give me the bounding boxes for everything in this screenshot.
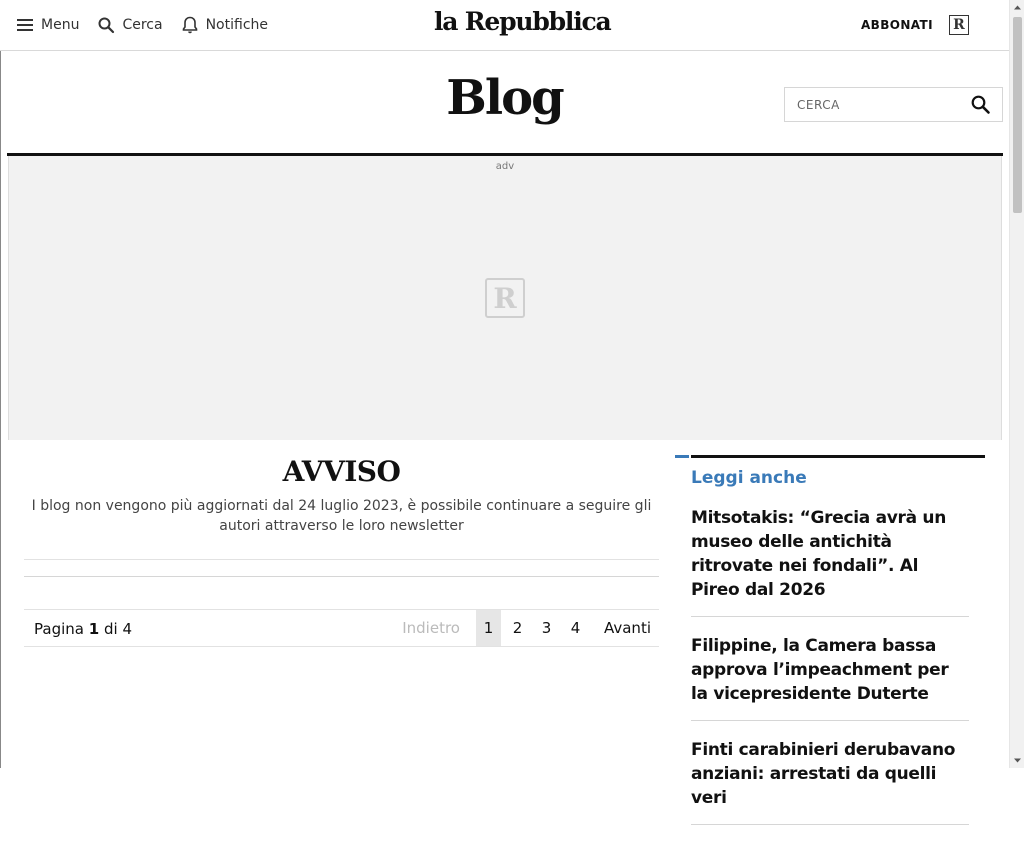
blog-search-input[interactable]: [785, 88, 955, 121]
pagination-info: [34, 620, 132, 638]
list-item: [691, 506, 969, 617]
sidebar-accent: [675, 455, 689, 458]
brand-logo[interactable]: la Repubblica: [434, 7, 611, 36]
related-article-link[interactable]: Finti carabinieri derubavano anziani: arrestati da quelli veri: [691, 740, 956, 808]
subscribe-link[interactable]: ABBONATI: [860, 18, 933, 32]
scroll-down-arrow-icon[interactable]: [1010, 753, 1025, 768]
sidebar-title: Leggi anche: [691, 468, 807, 488]
related-article-link[interactable]: Mitsotakis: “Grecia avrà un museo delle antichità ritrovate nei fondali”. Al Pireo dal 2026: [691, 508, 947, 600]
notice-title: AVVISO: [282, 455, 401, 488]
bell-icon: [182, 16, 198, 34]
next-page-button[interactable]: Avanti: [603, 619, 651, 637]
page-link-2[interactable]: 2: [512, 619, 523, 637]
pagination-links: [394, 610, 659, 646]
scrollbar-thumb[interactable]: [1013, 17, 1022, 213]
repubblica-r-icon[interactable]: R: [949, 15, 969, 35]
ad-slot[interactable]: [8, 156, 1002, 440]
related-article-link[interactable]: Filippine, la Camera bassa approva l’impeachment per la vicepresidente Duterte: [691, 636, 949, 704]
pagination-total: 4: [122, 620, 132, 638]
top-bar: [0, 0, 1009, 51]
page-link-4[interactable]: 4: [570, 619, 581, 637]
prev-page-button: Indietro: [402, 619, 460, 637]
menu-label: Menu: [41, 17, 80, 33]
pagination: [24, 609, 659, 647]
hamburger-icon: [17, 18, 33, 32]
divider: [24, 576, 659, 577]
top-bar-right: [861, 0, 969, 50]
related-articles-list: [691, 506, 969, 842]
blog-search-box: [784, 87, 1003, 122]
search-icon: [98, 17, 114, 33]
search-submit-icon[interactable]: [971, 95, 990, 118]
page-link-1[interactable]: 1: [476, 610, 501, 646]
page-frame-left: [0, 51, 1, 768]
list-item: [691, 738, 969, 825]
page-link-3[interactable]: 3: [541, 619, 552, 637]
pagination-current: 1: [88, 620, 100, 638]
pagination-prefix: Pagina: [34, 620, 84, 638]
sidebar-rule: [691, 455, 985, 458]
page-title: Blog: [446, 70, 563, 126]
top-bar-left: [17, 0, 287, 50]
search-label: Cerca: [122, 17, 163, 33]
search-button[interactable]: [98, 17, 162, 33]
divider: [24, 559, 659, 560]
list-item: [691, 634, 969, 721]
pagination-of: di: [103, 620, 118, 638]
ad-label: adv: [495, 161, 515, 172]
notifications-label: Notifiche: [205, 17, 268, 33]
scroll-up-arrow-icon[interactable]: [1010, 0, 1025, 15]
vertical-scrollbar[interactable]: [1009, 0, 1024, 768]
notice-text: I blog non vengono più aggiornati dal 24 luglio 2023, è possibile continuare a seguire gli autori attraverso le loro newsletter: [31, 498, 652, 534]
menu-button[interactable]: [17, 17, 79, 33]
ad-placeholder-logo: R: [485, 278, 525, 318]
notifications-button[interactable]: [182, 16, 268, 34]
